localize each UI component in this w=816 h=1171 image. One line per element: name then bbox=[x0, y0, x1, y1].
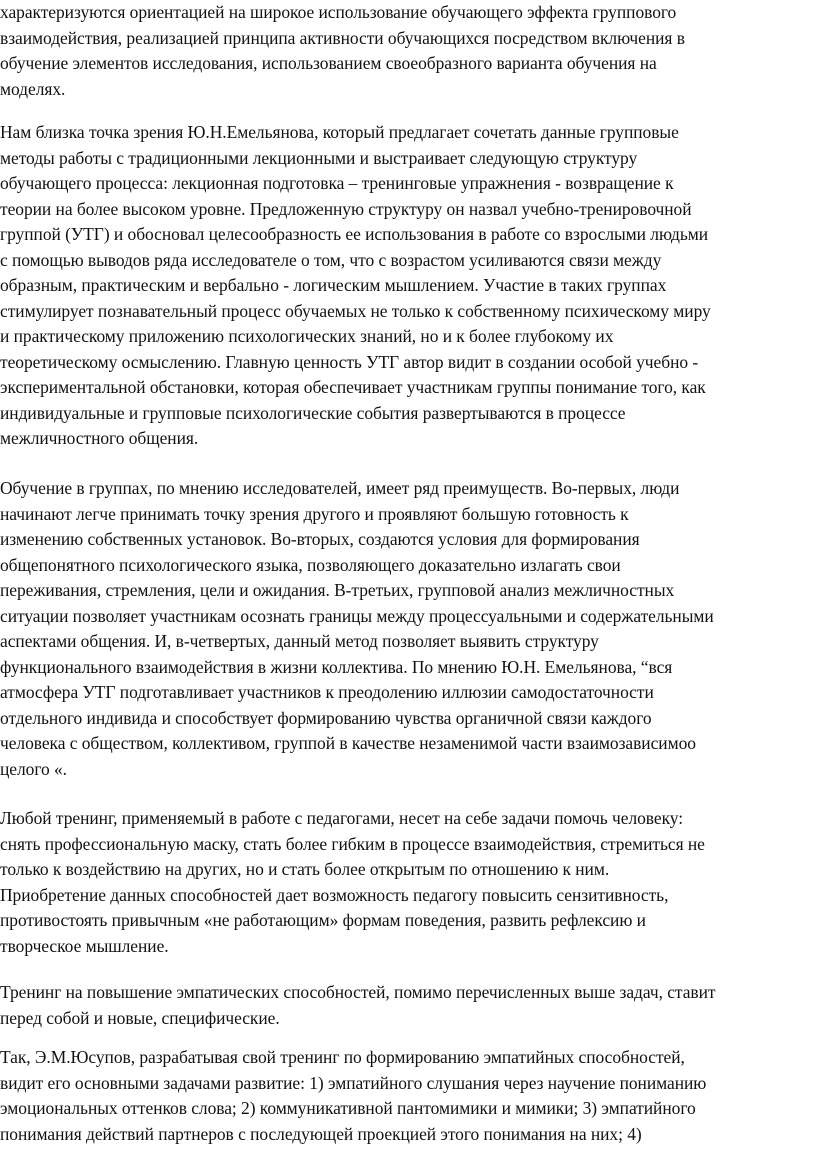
text-line: человека с обществом, коллективом, группой в качестве незаменимой части взаимозависимоо bbox=[0, 733, 696, 753]
text-line: группой (УТГ) и обосновал целесообразность ее использования в работе со взрослыми людьми bbox=[0, 224, 709, 244]
text-line: изменению собственных установок. Во-вторых, создаются условия для формирования bbox=[0, 529, 640, 549]
text-line: видит его основными задачами развитие: 1) эмпатийного слушания через научение пониманию bbox=[0, 1072, 707, 1093]
text-line: теоретическому осмыслению. Главную ценность УТГ автор видит в создании особой учебно - bbox=[0, 351, 699, 372]
text-line: Тренинг на повышение эмпатических способностей, помимо перечисленных выше задач, ставит bbox=[0, 982, 716, 1002]
text-line: моделях. bbox=[0, 78, 66, 99]
text-line: экспериментальной обстановки, которая обеспечивает участникам группы понимание того, как bbox=[0, 377, 706, 397]
paragraph-6 bbox=[0, 1045, 816, 1147]
text-line: межличностного общения. bbox=[0, 428, 199, 448]
text-line: творческое мышление. bbox=[0, 935, 169, 956]
text-line: Нам близка точка зрения Ю.Н.Емельянова, который предлагает сочетать данные групповые bbox=[0, 122, 679, 142]
text-line: с помощью выводов ряда исследователе о том, что с возрастом усиливаются связи между bbox=[0, 249, 662, 270]
text-line: Так, Э.М.Юсупов, разрабатывая свой тренинг по формированию эмпатийных способностей, bbox=[0, 1047, 685, 1067]
text-line: функционального взаимодействия в жизни коллектива. По мнению Ю.Н. Емельянова, “вся bbox=[0, 656, 673, 677]
text-line: характеризуются ориентацией на широкое использование обучающего эффекта группового bbox=[0, 2, 677, 22]
paragraph-4 bbox=[0, 806, 816, 959]
text-line: Приобретение данных способностей дает возможность педагогу повысить сензитивность, bbox=[0, 884, 669, 905]
text-line: взаимодействия, реализацией принципа активности обучающихся посредством включения в bbox=[0, 27, 685, 48]
text-line: обучение элементов исследования, использованием своеобразного варианта обучения на bbox=[0, 53, 657, 73]
text-line: методы работы с традиционными лекционными и выстраивает следующую структуру bbox=[0, 147, 638, 168]
text-line: обучающего процесса: лекционная подготовка – тренинговые упражнения - возвращение к bbox=[0, 173, 674, 193]
text-line: стимулирует познавательный процесс обучаемых не только к собственному психическому миру bbox=[0, 300, 711, 321]
text-line: целого «. bbox=[0, 758, 68, 779]
text-line: только к воздействию на других, но и стать более открытым по отношению к ним. bbox=[0, 859, 610, 879]
text-line: и практическому приложению психологических знаний, но и к более глубокому их bbox=[0, 326, 614, 346]
text-line: снять профессиональную маску, стать более гибким в процессе взаимодействия, стремиться не bbox=[0, 833, 705, 854]
text-line: атмосфера УТГ подготавливает участников к преодолению иллюзии самодостаточности bbox=[0, 682, 654, 702]
text-line: отдельного индивида и способствует формированию чувства органичной связи каждого bbox=[0, 707, 652, 728]
text-line: начинают легче принимать точку зрения другого и проявляют большую готовность к bbox=[0, 503, 629, 524]
text-line: Любой тренинг, применяемый в работе с педагогами, несет на себе задачи помочь человеку: bbox=[0, 808, 684, 828]
text-line: общепонятного психологического языка, позволяющего доказательно излагать свои bbox=[0, 554, 621, 575]
text-line: эмоциональных оттенков слова; 2) коммуникативной пантомимики и мимики; 3) эмпатийного bbox=[0, 1098, 696, 1118]
paragraph-1 bbox=[0, 0, 816, 102]
text-line: индивидуальные и групповые психологические события развертываются в процессе bbox=[0, 402, 626, 423]
text-line: противостоять привычным «не работающим» формам поведения, развить рефлексию и bbox=[0, 910, 646, 930]
paragraph-2 bbox=[0, 120, 816, 452]
text-line: перед собой и новые, специфические. bbox=[0, 1007, 280, 1028]
text-line: образным, практическим и вербально - логическим мышлением. Участие в таких группах bbox=[0, 275, 667, 295]
text-line: аспектами общения. И, в-четвертых, данный метод позволяет выявить структуру bbox=[0, 631, 599, 651]
text-line: теории на более высоком уровне. Предложенную структуру он назвал учебно-тренировочной bbox=[0, 198, 692, 219]
text-line: ситуации позволяет участникам осознать границы между процессуальными и содержательными bbox=[0, 605, 714, 626]
paragraph-5 bbox=[0, 980, 816, 1031]
text-line: понимания действий партнеров с последующей проекцией этого понимания на них; 4) bbox=[0, 1123, 642, 1144]
paragraph-3 bbox=[0, 476, 816, 782]
text-line: переживания, стремления, цели и ожидания. В-третьих, групповой анализ межличностных bbox=[0, 580, 675, 600]
text-line: Обучение в группах, по мнению исследователей, имеет ряд преимуществ. Во-первых, люди bbox=[0, 478, 680, 498]
